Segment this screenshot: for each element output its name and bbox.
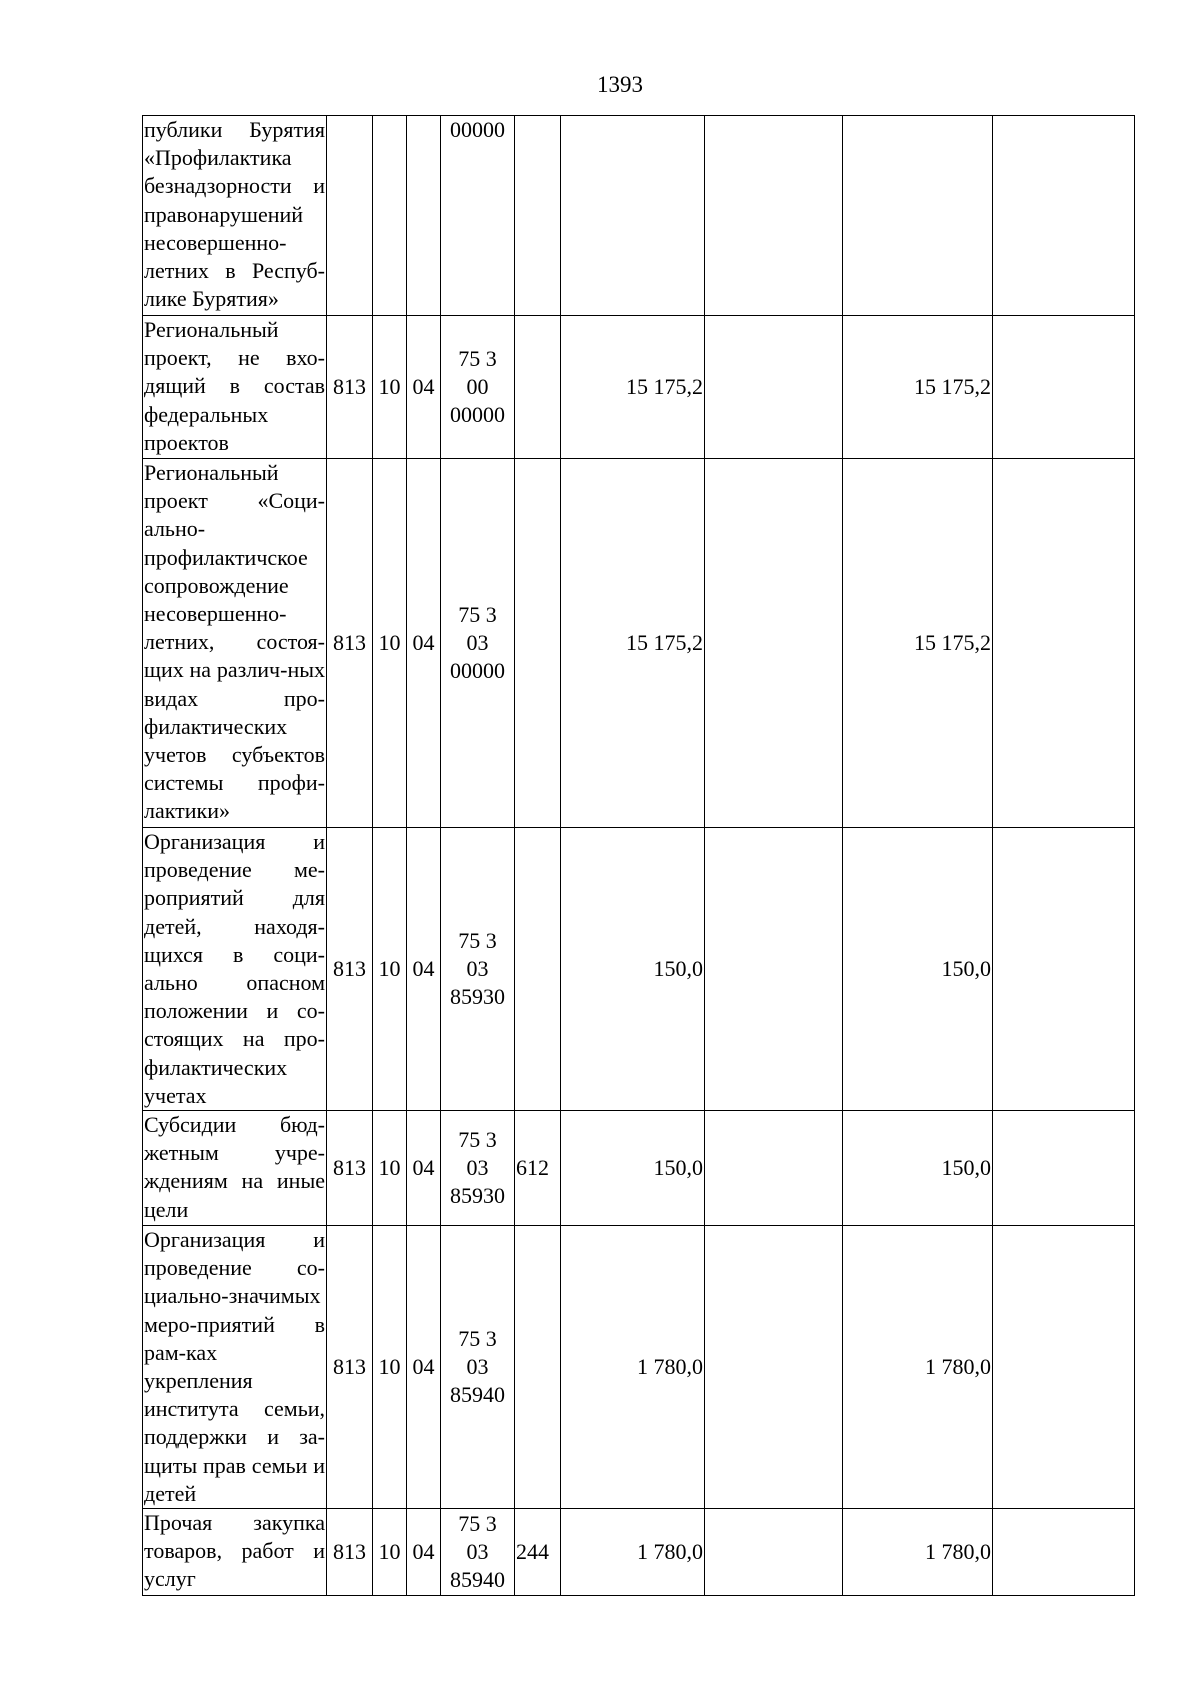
cs-code-part: 85930: [450, 1183, 505, 1209]
table-row: [143, 828, 1135, 1111]
table-row: [143, 1226, 1135, 1509]
row-cs-cell: [441, 1226, 515, 1509]
row-sum2-cell: [705, 459, 843, 828]
cs-code-part: 75 3: [458, 601, 497, 627]
row-vr-cell: 244: [515, 1509, 561, 1596]
row-vr-cell: [515, 459, 561, 828]
row-sum4-cell: [993, 1111, 1135, 1226]
row-cs-cell: [441, 828, 515, 1111]
row-pr-cell: 04: [407, 1509, 441, 1596]
row-vr-cell: [515, 316, 561, 459]
row-pr-cell: 04: [407, 316, 441, 459]
row-sum4-cell: [993, 828, 1135, 1111]
table-row: [143, 316, 1135, 459]
cs-code-part: 03: [466, 955, 489, 981]
row-sum3-cell: 1 780,0: [843, 1226, 993, 1509]
row-sum4-cell: [993, 1226, 1135, 1509]
cs-code-part: 00: [466, 373, 489, 399]
row-sum2-cell: [705, 1226, 843, 1509]
cs-code-part: 75 3: [458, 1510, 497, 1536]
row-cs-cell: [441, 1509, 515, 1596]
cs-code-part: 03: [466, 1353, 489, 1379]
row-pr-cell: [407, 116, 441, 316]
row-pr-cell: 04: [407, 459, 441, 828]
row-rz-cell: [373, 116, 407, 316]
budget-table: [142, 115, 1135, 1596]
cs-code-part: 00000: [450, 117, 505, 142]
row-sum3-cell: 150,0: [843, 828, 993, 1111]
row-vr-cell: [515, 1226, 561, 1509]
cs-code-part: 00000: [450, 658, 505, 684]
cs-code-part: 85940: [450, 1382, 505, 1408]
table-row: [143, 1509, 1135, 1596]
row-sum4-cell: [993, 1509, 1135, 1596]
row-gr-cell: [327, 116, 373, 316]
row-sum2-cell: [705, 116, 843, 316]
cs-code-part: 03: [466, 1154, 489, 1180]
row-sum1-cell: 15 175,2: [561, 316, 705, 459]
row-sum1-cell: 150,0: [561, 828, 705, 1111]
row-sum2-cell: [705, 316, 843, 459]
row-sum4-cell: [993, 116, 1135, 316]
row-vr-cell: [515, 828, 561, 1111]
cs-code-part: 03: [466, 1538, 489, 1564]
cs-code-part: 00000: [450, 402, 505, 428]
cs-code-part: 75 3: [458, 927, 497, 953]
row-gr-cell: 813: [327, 828, 373, 1111]
row-rz-cell: 10: [373, 459, 407, 828]
row-name-cell: Организация и проведение со-циально-значимых меро-приятий в рам-ках укрепления института семьи, поддержки и за-щиты прав семьи и детей: [143, 1226, 327, 1509]
page-number: 1393: [597, 72, 643, 97]
row-pr-cell: 04: [407, 828, 441, 1111]
row-sum1-cell: 150,0: [561, 1111, 705, 1226]
row-sum4-cell: [993, 316, 1135, 459]
row-sum3-cell: 15 175,2: [843, 459, 993, 828]
row-rz-cell: 10: [373, 1509, 407, 1596]
row-rz-cell: 10: [373, 1226, 407, 1509]
row-vr-cell: 612: [515, 1111, 561, 1226]
table-row: [143, 116, 1135, 316]
row-sum4-cell: [993, 459, 1135, 828]
table-row: [143, 1111, 1135, 1226]
cs-code-part: 75 3: [458, 1325, 497, 1351]
row-rz-cell: 10: [373, 828, 407, 1111]
row-sum1-cell: 1 780,0: [561, 1509, 705, 1596]
row-sum1-cell: 1 780,0: [561, 1226, 705, 1509]
cs-code-part: 03: [466, 629, 489, 655]
row-sum1-cell: [561, 116, 705, 316]
row-gr-cell: 813: [327, 1226, 373, 1509]
row-cs-cell: [441, 1111, 515, 1226]
row-gr-cell: 813: [327, 316, 373, 459]
cs-code-part: 75 3: [458, 345, 497, 371]
cs-code-part: 85930: [450, 984, 505, 1010]
row-sum3-cell: [843, 116, 993, 316]
row-name-cell: Прочая закупка товаров, работ и услуг: [143, 1509, 327, 1596]
row-sum3-cell: 1 780,0: [843, 1509, 993, 1596]
row-pr-cell: 04: [407, 1111, 441, 1226]
row-sum3-cell: 15 175,2: [843, 316, 993, 459]
row-sum2-cell: [705, 1509, 843, 1596]
row-gr-cell: 813: [327, 1509, 373, 1596]
row-name-cell: Субсидии бюд-жетным учре-ждениям на иные цели: [143, 1111, 327, 1226]
row-pr-cell: 04: [407, 1226, 441, 1509]
row-sum2-cell: [705, 828, 843, 1111]
row-sum1-cell: 15 175,2: [561, 459, 705, 828]
row-name-cell: Организация и проведение ме-роприятий для детей, находя-щихся в соци-ально опасном положении и со-стоящих на про-филактических учетах: [143, 828, 327, 1111]
row-sum2-cell: [705, 1111, 843, 1226]
row-name-cell: публики Бурятия «Профилактика безнадзорности и правонарушений несовершенно-летних в Респуб-лике Бурятия»: [143, 116, 327, 316]
cs-code-part: 85940: [450, 1567, 505, 1593]
row-vr-cell: [515, 116, 561, 316]
budget-table-body: [143, 116, 1135, 1596]
row-gr-cell: 813: [327, 1111, 373, 1226]
row-cs-cell: [441, 316, 515, 459]
row-rz-cell: 10: [373, 1111, 407, 1226]
row-cs-cell: [441, 116, 515, 316]
row-name-cell: Региональный проект, не вхо-дящий в состав федеральных проектов: [143, 316, 327, 459]
row-name-cell: Региональный проект «Соци-ально-профилактичское сопровождение несовершенно-летних, состоя-щих на различ-ных видах про-филактических учетов субъектов системы профи-лактики»: [143, 459, 327, 828]
row-gr-cell: 813: [327, 459, 373, 828]
cs-code-part: 75 3: [458, 1126, 497, 1152]
row-rz-cell: 10: [373, 316, 407, 459]
row-cs-cell: [441, 459, 515, 828]
table-row: [143, 459, 1135, 828]
row-sum3-cell: 150,0: [843, 1111, 993, 1226]
